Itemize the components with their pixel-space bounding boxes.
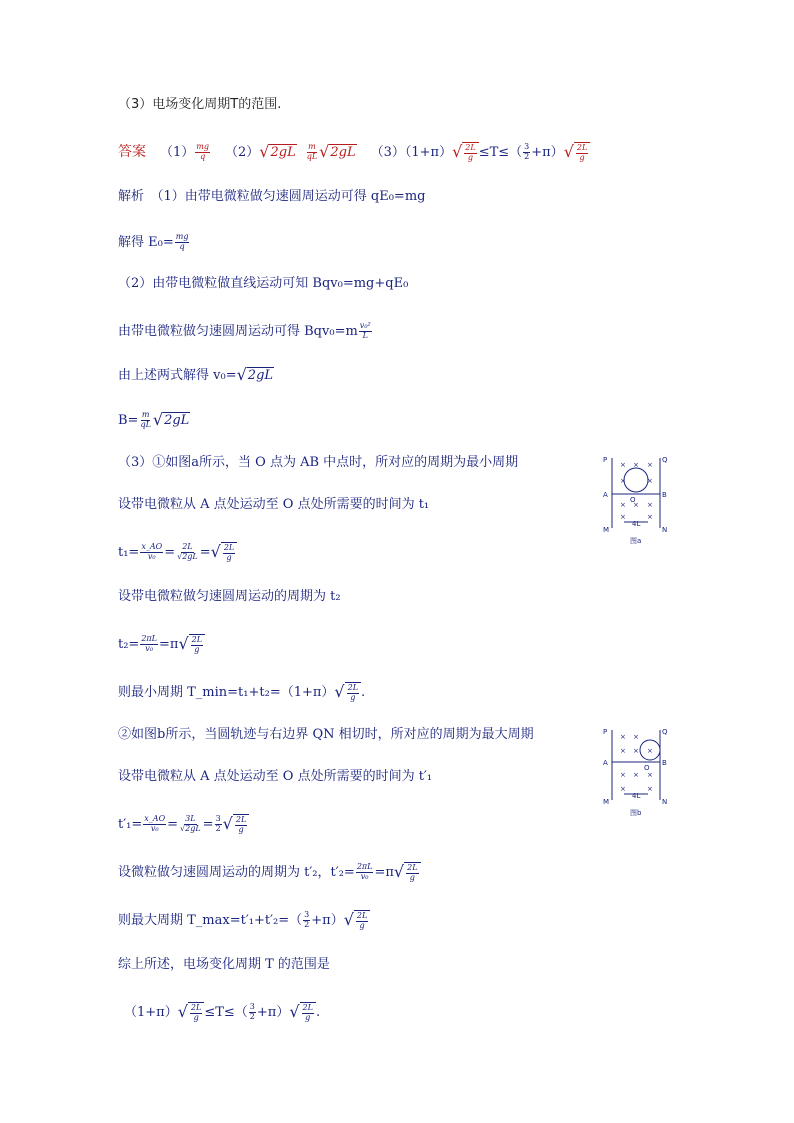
answer-part2b-fraction: $\frac{m}{qL}$ [306,142,318,161]
solution-line-1: 解析 （1）由带电微粒做匀速圆周运动可得 qE₀=mg [118,189,426,204]
svg-text:×: × [620,785,626,793]
svg-text:×: × [647,747,653,755]
fig-b-label-a: A [603,759,608,767]
solution-line-12: 则最小周期 T_min=t₁+t₂=（1+π） √ $\frac{2L}{g}$ . [118,682,366,702]
svg-text:×: × [647,461,653,469]
answer-part3-fraction: $\frac{3}{2}$ [524,142,530,161]
solution-line-8: 设带电微粒从 A 点处运动至 O 点处所需要的时间为 t₁ [118,497,430,512]
svg-text:×: × [647,771,653,779]
solution-line-14: 设带电微粒从 A 点处运动至 O 点处所需要的时间为 t′₁ [118,769,433,784]
fig-a-label-n: N [662,526,668,534]
fig-b-label-q: Q [662,728,668,736]
svg-text:×: × [620,771,626,779]
svg-text:×: × [633,733,639,741]
solution-line-2: 解得 E₀= $\frac{mg}{q}$ [118,232,189,251]
solution-line-7: （3）①如图a所示，当 O 点为 AB 中点时，所对应的周期为最小周期 [118,455,519,470]
solution-line-15: t′₁= $\frac{x\_AO}{\text{v₀}}$ = $\frac{3L}{√2gL}$ = $\frac{3}{2}$ √ $\frac{2L}{g}$ [118,814,249,835]
fig-a-label-m: M [603,526,610,534]
fig-b-label-p: P [603,728,608,736]
fig-a-label-a: A [603,491,608,499]
answer-part2-sqrt: √ 2gL [259,142,296,162]
fig-b-label-m: M [603,798,610,806]
svg-text:×: × [620,513,626,521]
fig-b-caption: 图b [630,809,642,817]
solution-line-13: ②如图b所示，当圆轨迹与右边界 QN 相切时，所对应的周期为最大周期 [118,727,534,742]
answer-part3-mid: ≤T≤（ [478,144,523,160]
fig-a-label-b: B [662,491,667,499]
svg-text:×: × [647,477,653,485]
answer-part3: （3）（1+π） [370,144,453,160]
svg-text:×: × [620,477,626,485]
svg-text:×: × [620,733,626,741]
answer-part3-tail: +π） [531,144,564,160]
answer-part2b-sqrt: √ 2gL [319,142,356,162]
answer-part3-sqrt2: √ $\frac{2L}{g}$ [564,142,591,163]
solution-line-4: 由带电微粒做匀速圆周运动可得 Bqv₀=m $\frac{\text{v₀²}}{L}$ [118,321,371,340]
svg-text:×: × [633,747,639,755]
svg-text:×: × [633,771,639,779]
fig-a-label-o: O [630,496,636,504]
svg-text:×: × [633,461,639,469]
svg-text:×: × [647,785,653,793]
solution-line-3: （2）由带电微粒做直线运动可知 Bqv₀=mg+qE₀ [118,276,409,291]
fig-a-label-q: Q [662,456,668,464]
figure-a [600,452,680,548]
fig-b-label-n: N [662,798,668,806]
solution-line-17: 则最大周期 T_max=t′₁+t′₂=（ $\frac{3}{2}$ +π） √ $\frac{2L}{g}$ [118,910,370,931]
svg-text:×: × [633,501,639,509]
solution-line-18: 综上所述，电场变化周期 T 的范围是 [118,957,330,972]
svg-text:×: × [647,513,653,521]
answer-part2: （2） [225,144,260,160]
answer-part1-fraction: $\frac{mg}{q}$ [196,142,209,161]
fig-a-caption: 图a [630,537,642,545]
svg-text:×: × [620,501,626,509]
fig-b-label-o: O [644,764,650,772]
solution-line-9: t₁= $\frac{x\_AO}{\text{v₀}}$ = $\frac{2L}{√2gL}$ = √ $\frac{2L}{g}$ [118,542,237,563]
solution-line-6: B= $\frac{m}{qL}$ √ 2gL [118,410,190,430]
solution-line-19: （1+π） √ $\frac{2L}{g}$ ≤T≤（ $\frac{3}{2}$ +π） √ $\frac{2L}{g}$ . [124,1002,321,1022]
answer-line [118,142,590,163]
answer-part1: （1） [160,144,195,160]
solution-line-5: 由上述两式解得 v₀= √ 2gL [118,365,274,385]
figure-b [600,724,680,820]
solution-line-11: t₂= $\frac{2\pi L}{\text{v₀}}$ =π √ $\frac{2L}{g}$ [118,634,205,655]
svg-text:×: × [620,747,626,755]
answer-label: 答案 [118,144,146,161]
question-text: （3）电场变化周期T的范围. [118,97,282,112]
fig-a-label-len: 4L [632,520,641,528]
answer-part3-sqrt1: √ $\frac{2L}{g}$ [452,142,479,163]
fig-b-label-len: 4L [632,792,641,800]
solution-line-16: 设微粒做匀速圆周运动的周期为 t′₂，t′₂= $\frac{2\pi L}{\text{v₀}}$ =π √ $\frac{2L}{g}$ [118,862,421,883]
solution-line-10: 设带电微粒做匀速圆周运动的周期为 t₂ [118,589,341,604]
fig-b-label-b: B [662,759,667,767]
svg-text:×: × [620,461,626,469]
fig-a-label-p: P [603,456,608,464]
svg-text:×: × [647,501,653,509]
